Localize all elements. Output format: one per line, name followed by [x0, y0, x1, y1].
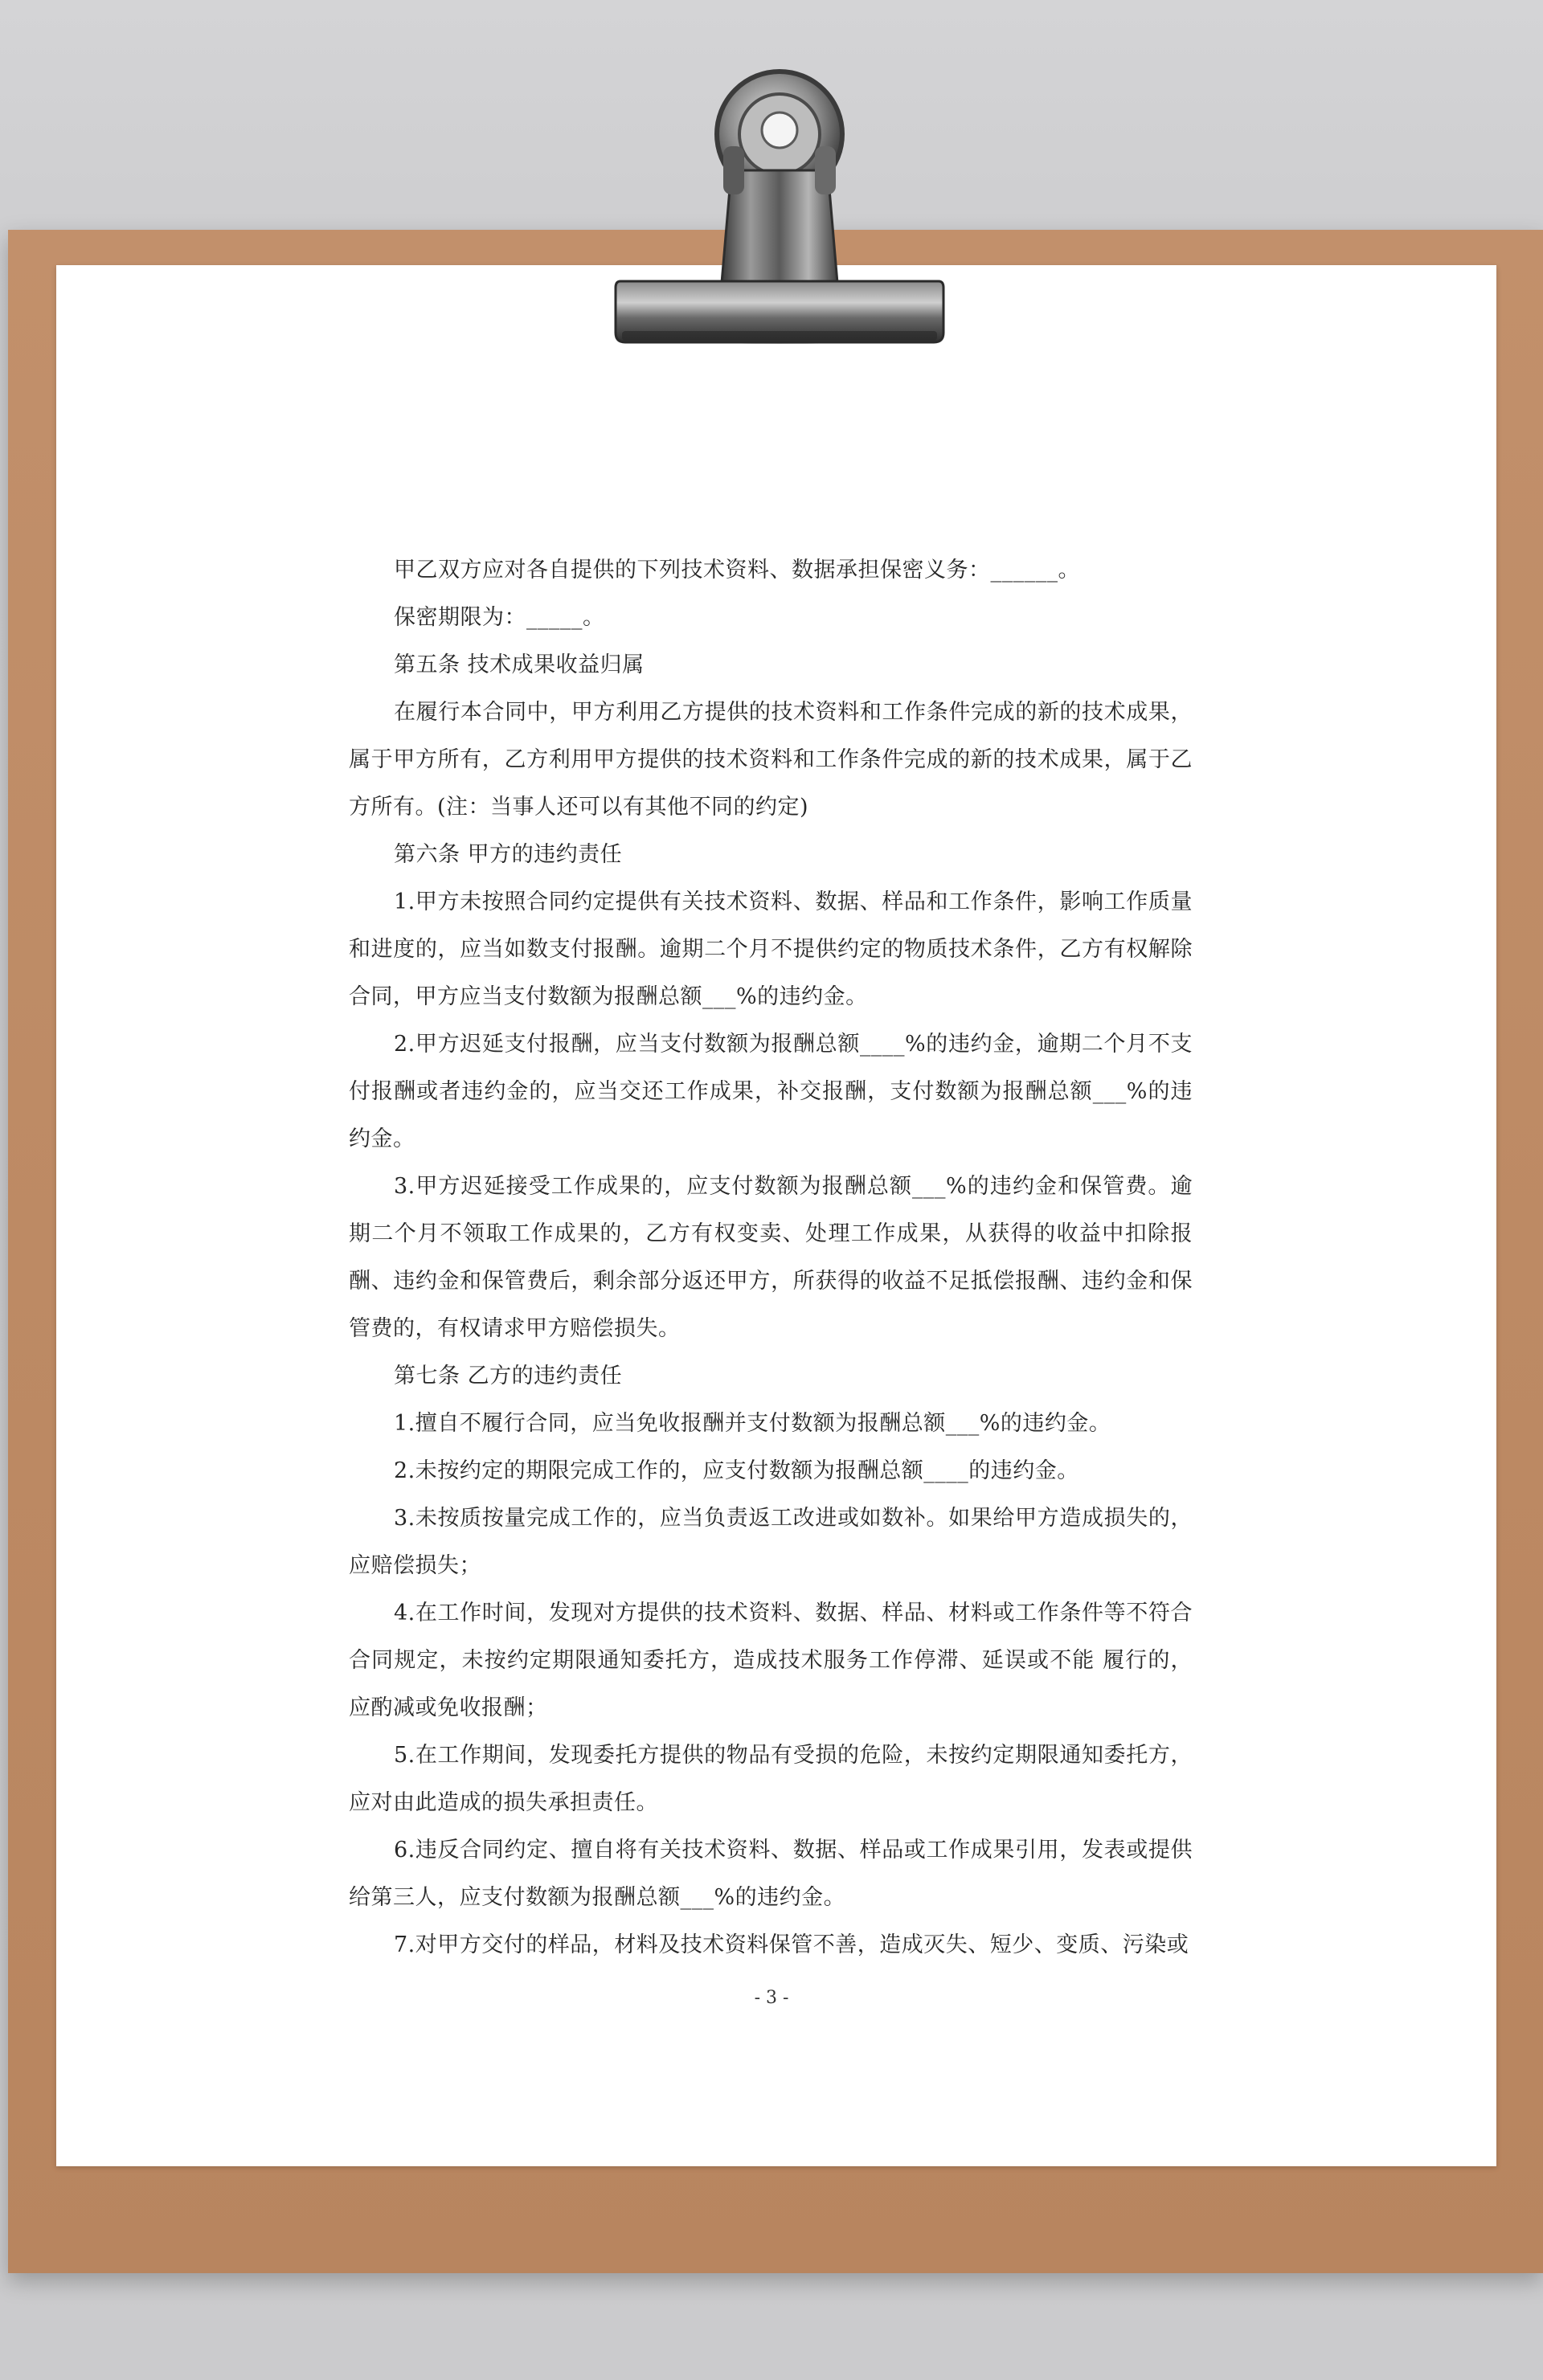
- paragraph-article-6-item-3: 3.甲方迟延接受工作成果的，应支付数额为报酬总额___%的违约金和保管费。逾期二个月不领取工作成果的，乙方有权变卖、处理工作成果，从获得的收益中扣除报酬、违约金和保管费后，剩余部分返还甲方，所获得的收益不足抵偿报酬、违约金和保管费的，有权请求甲方赔偿损失。: [349, 1174, 1193, 1341]
- paragraph-confidential-period: 保密期限为：_____。: [394, 605, 605, 630]
- paragraph-article-6-item-1: 1.甲方未按照合同约定提供有关技术资料、数据、样品和工作条件，影响工作质量和进度的，应当如数支付报酬。逾期二个月不提供约定的物质技术条件，乙方有权解除合同，甲方应当支付数额为报酬总额___%的违约金。: [349, 889, 1193, 1009]
- paragraph-article-7-item-2: 2.未按约定的期限完成工作的，应支付数额为报酬总额____的违约金。: [394, 1458, 1079, 1483]
- paragraph-article-7-item-6: 6.违反合同约定、擅自将有关技术资料、数据、样品或工作成果引用，发表或提供给第三人，应支付数额为报酬总额___%的违约金。: [349, 1838, 1193, 1910]
- paragraph-article-7-item-3: 3.未按质按量完成工作的，应当负责返工改进或如数补。如果给甲方造成损失的，应赔偿损失；: [349, 1506, 1193, 1578]
- paragraph-article-7-item-4: 4.在工作时间，发现对方提供的技术资料、数据、样品、材料或工作条件等不符合合同规定，未按约定期限通知委托方，造成技术服务工作停滞、延误或不能 履行的，应酌减或免收报酬；: [349, 1601, 1193, 1720]
- paragraph-article-6-item-2: 2.甲方迟延支付报酬，应当支付数额为报酬总额____%的违约金，逾期二个月不支付报酬或者违约金的，应当交还工作成果，补交报酬，支付数额为报酬总额___%的违约金。: [349, 1032, 1193, 1151]
- heading-article-5: 第五条 技术成果收益归属: [394, 652, 645, 677]
- heading-article-7: 第七条 乙方的违约责任: [394, 1364, 623, 1388]
- page-number: - 3 -: [754, 1988, 789, 2008]
- document-body: [349, 546, 1193, 1969]
- paragraph-article-7-item-5: 5.在工作期间，发现委托方提供的物品有受损的危险，未按约定期限通知委托方，应对由此造成的损失承担责任。: [349, 1743, 1193, 1815]
- paragraph-article-5-body: 在履行本合同中，甲方利用乙方提供的技术资料和工作条件完成的新的技术成果，属于甲方所有，乙方利用甲方提供的技术资料和工作条件完成的新的技术成果，属于乙方所有。(注：当事人还可以有其他不同的约定): [349, 700, 1193, 820]
- paragraph-confidential-materials: 甲乙双方应对各自提供的下列技术资料、数据承担保密义务：______。: [394, 558, 1080, 583]
- paragraph-article-7-item-7: 7.对甲方交付的样品，材料及技术资料保管不善，造成灭失、短少、变质、污染或: [394, 1932, 1189, 1957]
- binder-clip-icon: [611, 50, 948, 355]
- heading-article-6: 第六条 甲方的违约责任: [394, 842, 623, 867]
- paragraph-article-7-item-1: 1.擅自不履行合同，应当免收报酬并支付数额为报酬总额___%的违约金。: [394, 1411, 1111, 1436]
